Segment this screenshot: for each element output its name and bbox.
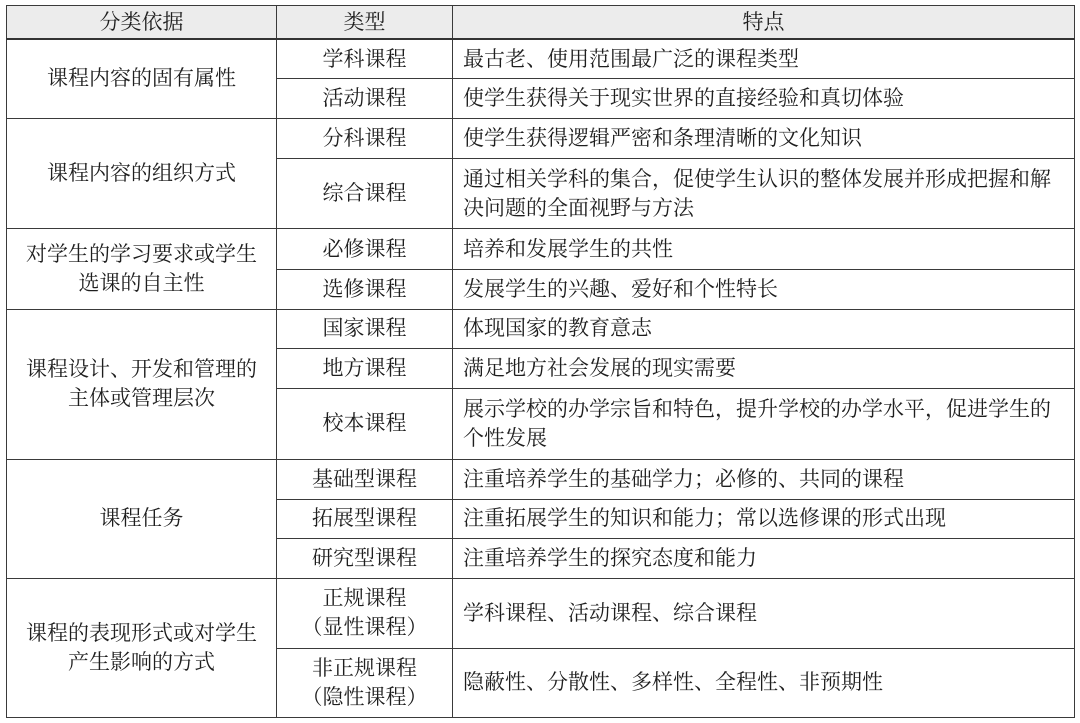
table-row (7, 229, 1075, 270)
feature-cell: 体现国家的教育意志 (453, 309, 1075, 349)
type-main: 非正规课程 (312, 655, 417, 680)
table-row (7, 309, 1075, 349)
feature-cell: 展示学校的办学宗旨和特色，提升学校的办学水平，促进学生的个性发展 (453, 388, 1075, 459)
table-row (7, 39, 1075, 79)
feature-cell: 最古老、使用范围最广泛的课程类型 (453, 39, 1075, 79)
type-cell (277, 648, 453, 717)
header-basis: 分类依据 (7, 6, 277, 40)
basis-cell: 课程设计、开发和管理的主体或管理层次 (7, 309, 277, 459)
type-cell: 学科课程 (277, 39, 453, 79)
type-cell: 必修课程 (277, 229, 453, 270)
curriculum-classification-table (6, 5, 1075, 718)
type-cell: 校本课程 (277, 388, 453, 459)
type-cell: 基础型课程 (277, 459, 453, 499)
type-alias: （隐性课程） (301, 684, 428, 709)
type-main: 正规课程 (322, 586, 407, 611)
table-row (7, 578, 1075, 648)
type-cell: 国家课程 (277, 309, 453, 349)
header-row (7, 6, 1075, 40)
type-cell: 活动课程 (277, 79, 453, 119)
feature-cell: 注重拓展学生的知识和能力；常以选修课的形式出现 (453, 499, 1075, 539)
feature-cell: 学科课程、活动课程、综合课程 (453, 578, 1075, 648)
feature-cell: 使学生获得逻辑严密和条理清晰的文化知识 (453, 118, 1075, 159)
header-type: 类型 (277, 6, 453, 40)
basis-cell: 课程内容的固有属性 (7, 39, 277, 118)
type-cell: 综合课程 (277, 159, 453, 229)
feature-cell: 注重培养学生的基础学力；必修的、共同的课程 (453, 459, 1075, 499)
feature-cell: 注重培养学生的探究态度和能力 (453, 539, 1075, 579)
table-body (7, 39, 1075, 718)
table-header (7, 6, 1075, 40)
header-feature: 特点 (453, 6, 1075, 40)
feature-cell: 满足地方社会发展的现实需要 (453, 349, 1075, 389)
type-cell: 选修课程 (277, 270, 453, 310)
feature-cell: 隐蔽性、分散性、多样性、全程性、非预期性 (453, 648, 1075, 717)
type-cell: 研究型课程 (277, 539, 453, 579)
type-cell (277, 578, 453, 648)
type-cell: 拓展型课程 (277, 499, 453, 539)
feature-cell: 通过相关学科的集合，促使学生认识的整体发展并形成把握和解决问题的全面视野与方法 (453, 159, 1075, 229)
basis-cell: 课程内容的组织方式 (7, 118, 277, 229)
feature-cell: 使学生获得关于现实世界的直接经验和真切体验 (453, 79, 1075, 119)
basis-cell: 课程的表现形式或对学生产生影响的方式 (7, 578, 277, 717)
type-cell: 地方课程 (277, 349, 453, 389)
table-row (7, 118, 1075, 159)
feature-cell: 培养和发展学生的共性 (453, 229, 1075, 270)
type-cell: 分科课程 (277, 118, 453, 159)
basis-cell: 课程任务 (7, 459, 277, 578)
feature-cell: 发展学生的兴趣、爱好和个性特长 (453, 270, 1075, 310)
table-row (7, 459, 1075, 499)
basis-cell: 对学生的学习要求或学生选课的自主性 (7, 229, 277, 309)
type-alias: （显性课程） (301, 615, 428, 640)
